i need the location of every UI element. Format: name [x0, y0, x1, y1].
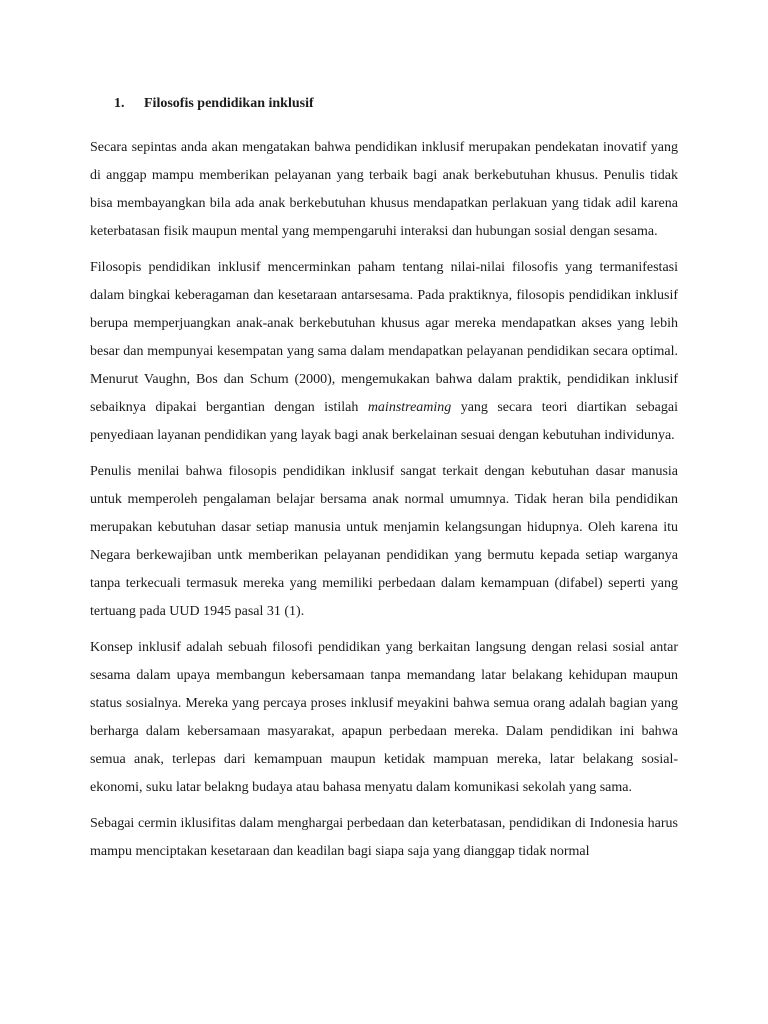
section-number: 1.: [114, 96, 125, 111]
paragraph-2-text-end: yang secara teori diartikan sebagai penyediaan layanan pendidikan yang layak bagi anak berkelainan sesuai dengan kebutuhan individunya.: [90, 400, 679, 443]
section-heading: [114, 90, 678, 118]
mainstreaming-term: mainstreaming: [367, 400, 452, 415]
paragraph-2: [90, 254, 678, 450]
paragraph-1: Secara sepintas anda akan mengatakan bahwa pendidikan inklusif merupakan pendekatan inovatif yang di anggap mampu memberikan pelayanan yang terbaik bagi anak berkebutuhan khusus. Penulis tidak bisa membayangkan bila ada anak berkebutuhan khusus mendapatkan perlakuan yang tidak adil karena keterbatasan fisik maupun mental yang mempengaruhi interaksi dan hubungan sosial dengan sesama.: [90, 140, 678, 239]
section-title: Filosofis pendidikan inklusif: [144, 96, 314, 111]
paragraph-4: Konsep inklusif adalah sebuah filosofi pendidikan yang berkaitan langsung dengan relasi sosial antar sesama dalam upaya membangun kebersamaan tanpa memandang latar belakang kehidupan maupun status sosialnya. Mereka yang percaya proses inklusif meyakini bahwa semua orang adalah bagian yang berharga dalam kebersamaan masyarakat, apapun perbedaan mereka. Dalam pendidikan ini bahwa semua anak, terlepas dari kemampuan maupun ketidak mampuan mereka, latar belakang sosial-ekonomi, suku latar belakng budaya atau bahasa menyatu dalam komunikasi sekolah yang sama.: [90, 640, 678, 795]
paragraph-3: Penulis menilai bahwa filosopis pendidikan inklusif sangat terkait dengan kebutuhan dasar manusia untuk memperoleh pengalaman belajar bersama anak normal umumnya. Tidak heran bila pendidikan merupakan kebutuhan dasar setiap manusia untuk menjamin kelangsungan hidupnya. Oleh karena itu Negara berkewajiban untk memberikan pelayanan pendidikan yang bermutu kepada setiap warganya tanpa terkecuali termasuk mereka yang memiliki perbedaan dalam kemampuan (difabel) seperti yang tertuang pada UUD 1945 pasal 31 (1).: [90, 464, 678, 619]
paragraph-2-text-start: Filosopis pendidikan inklusif mencerminkan paham tentang nilai-nilai filosofis yang termanifestasi dalam bingkai keberagaman dan kesetaraan antarsesama. Pada praktiknya, filosopis pendidikan inklusif berupa memperjuangkan anak-anak berkebutuhan khusus agar mereka mendapatkan akses yang lebih besar dan mempunyai kesempatan yang sama dalam mendapatkan pelayanan pendidikan secara optimal. Menurut Vaughn, Bos dan Schum (2000), mengemukakan bahwa dalam praktik, pendidikan inklusif sebaiknya dipakai bergantian dengan istilah: [90, 260, 678, 415]
paragraph-5: Sebagai cermin iklusifitas dalam menghargai perbedaan dan keterbatasan, pendidikan di Indonesia harus mampu menciptakan kesetaraan dan keadilan bagi siapa saja yang dianggap tidak normal: [90, 816, 678, 859]
